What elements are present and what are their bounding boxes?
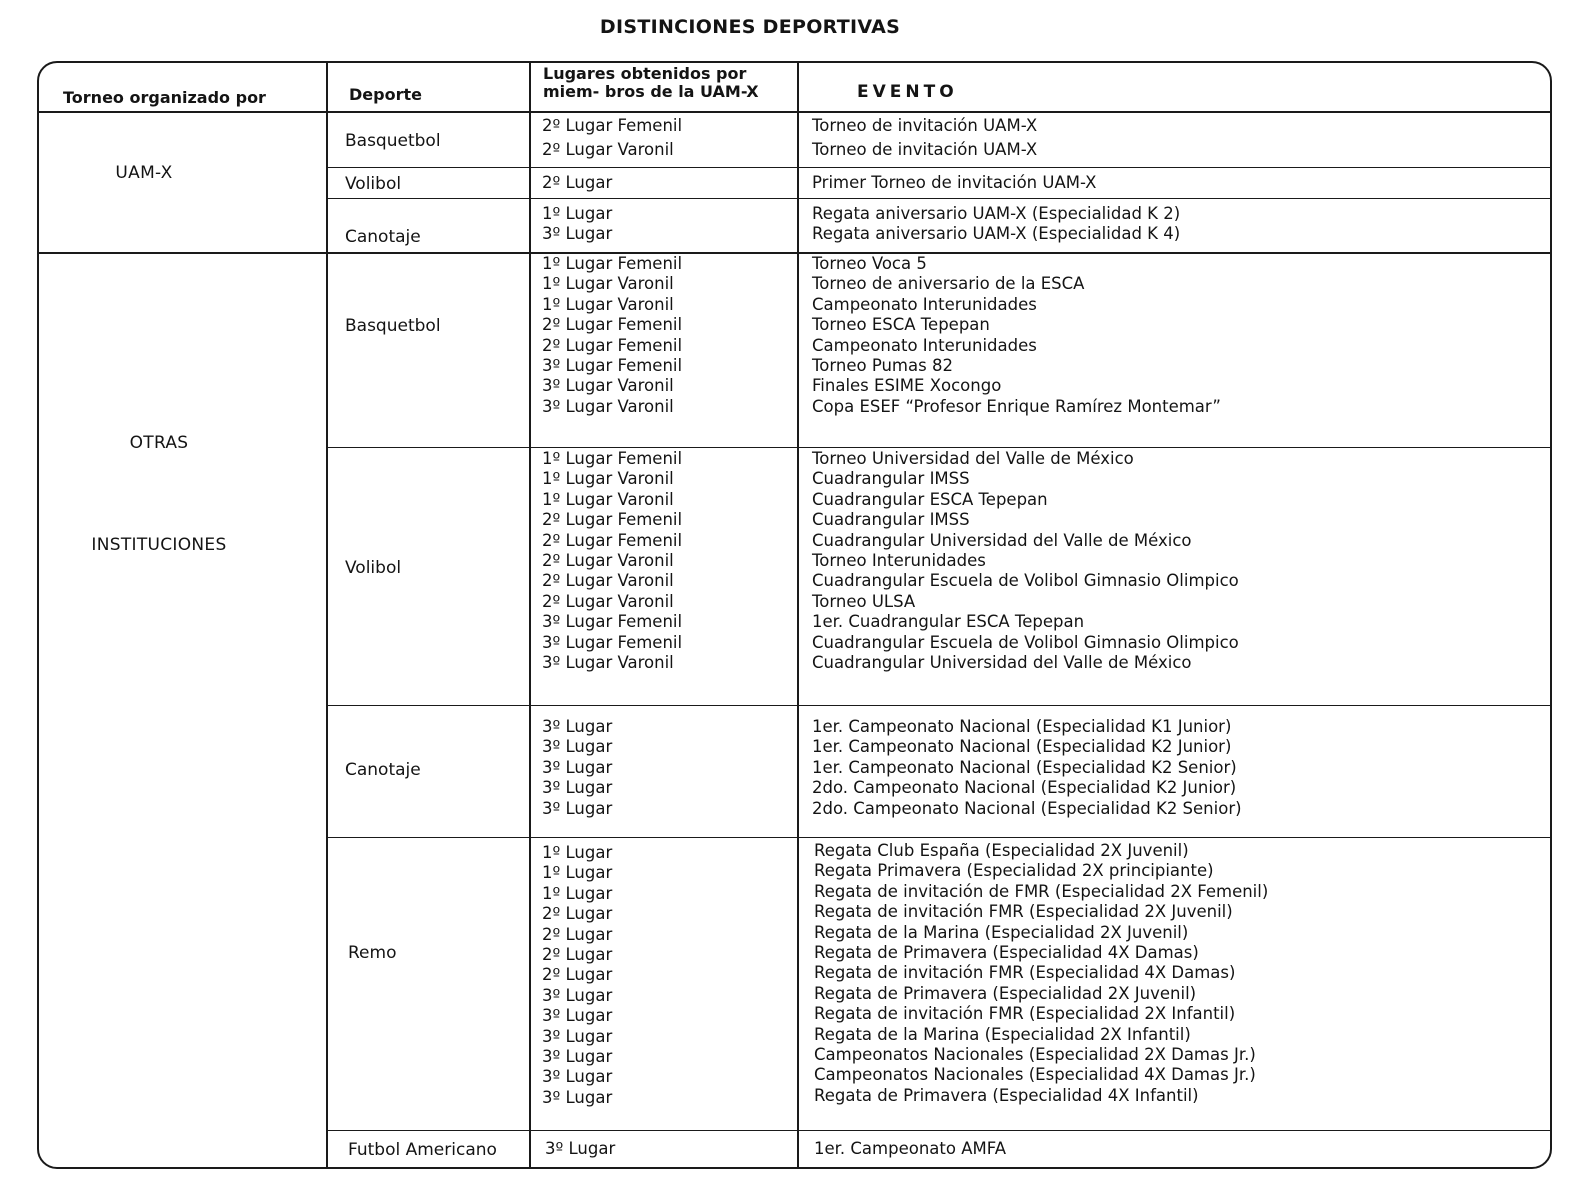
header-sport: Deporte — [349, 85, 422, 104]
place-cell: 3º Lugar — [542, 778, 613, 798]
event-cell: Regata aniversario UAM-X (Especialidad K 4) — [812, 224, 1181, 244]
event-cell: Regata de invitación FMR (Especialidad 4X Damas) — [814, 963, 1236, 983]
sport-label: Volibol — [345, 174, 402, 194]
event-cell: Torneo de invitación UAM-X — [812, 140, 1038, 159]
row-divider — [326, 167, 1550, 168]
event-cell: Regata de la Marina (Especialidad 2X Infantil) — [814, 1024, 1191, 1044]
event-cell: Campeonato Interunidades — [812, 335, 1037, 355]
place-cell: 3º Lugar — [542, 757, 613, 777]
event-cell: Campeonato Interunidades — [812, 294, 1037, 314]
event-cell: Regata de invitación de FMR (Especialidad 2X Femenil) — [814, 881, 1269, 901]
events-list — [814, 841, 1268, 1106]
place-cell: 1º Lugar — [542, 883, 613, 903]
events-list — [812, 171, 1096, 195]
place-cell: 3º Lugar — [542, 1046, 613, 1066]
event-cell: Regata de Primavera (Especialidad 4X Damas) — [814, 942, 1199, 962]
sport-label: Remo — [348, 943, 397, 963]
row-divider — [326, 1130, 1550, 1131]
place-cell: 3º Lugar Femenil — [542, 355, 683, 375]
places-list — [542, 204, 612, 245]
event-cell: Cuadrangular Universidad del Valle de México — [812, 530, 1192, 550]
events-list — [812, 717, 1242, 819]
place-cell: 2º Lugar — [542, 965, 613, 985]
place-cell: 1º Lugar — [542, 863, 613, 883]
events-list — [812, 114, 1037, 162]
event-cell: 1er. Campeonato AMFA — [814, 1139, 1006, 1158]
place-cell: 3º Lugar — [542, 985, 613, 1005]
place-cell: 1º Lugar — [542, 843, 613, 862]
place-cell: 2º Lugar Varonil — [542, 591, 674, 611]
place-cell: 3º Lugar — [542, 1067, 613, 1087]
event-cell: Regata de Primavera (Especialidad 4X Infantil) — [814, 1085, 1199, 1105]
event-cell: Regata Primavera (Especialidad 2X principiante) — [814, 861, 1214, 881]
places-list — [542, 114, 682, 162]
page-title: DISTINCIONES DEPORTIVAS — [599, 16, 901, 38]
event-cell: Torneo ESCA Tepepan — [812, 315, 990, 335]
place-cell: 3º Lugar — [542, 737, 613, 757]
event-cell: 1er. Campeonato Nacional (Especialidad K2 Junior) — [812, 737, 1232, 757]
place-cell: 1º Lugar — [542, 204, 613, 223]
place-cell: 3º Lugar Varonil — [542, 652, 674, 672]
sport-label: Basquetbol — [345, 131, 441, 151]
event-cell: 1er. Campeonato Nacional (Especialidad K2 Senior) — [812, 757, 1237, 777]
place-cell: 3º Lugar Femenil — [542, 612, 683, 632]
place-cell: 2º Lugar Femenil — [542, 530, 683, 550]
event-cell: Regata de invitación FMR (Especialidad 2X Infantil) — [814, 1004, 1236, 1024]
events-list — [812, 254, 1221, 417]
place-cell: 1º Lugar Femenil — [542, 449, 683, 468]
place-cell: 2º Lugar Femenil — [542, 510, 683, 530]
place-cell: 2º Lugar Femenil — [542, 116, 683, 135]
row-divider — [326, 198, 1550, 199]
header-organizer: Torneo organizado por — [63, 88, 266, 107]
event-cell: 1er. Cuadrangular ESCA Tepepan — [812, 612, 1085, 632]
organizer-instituciones: INSTITUCIONES — [91, 535, 227, 555]
organizer-uam-x: UAM-X — [115, 163, 173, 183]
event-cell: Torneo Universidad del Valle de México — [812, 449, 1134, 468]
place-cell: 2º Lugar — [542, 904, 613, 924]
row-divider — [326, 447, 1550, 448]
column-divider — [797, 63, 799, 1167]
places-list — [542, 717, 612, 819]
place-cell: 2º Lugar Varonil — [542, 550, 674, 570]
event-cell: Regata aniversario UAM-X (Especialidad K 2) — [812, 204, 1181, 223]
sport-label: Canotaje — [345, 760, 421, 780]
sport-label: Futbol Americano — [348, 1140, 497, 1160]
group-divider — [39, 252, 1550, 254]
event-cell: Regata de la Marina (Especialidad 2X Juvenil) — [814, 922, 1189, 942]
event-cell: 2do. Campeonato Nacional (Especialidad K2 Senior) — [812, 798, 1242, 818]
places-list — [545, 1137, 615, 1161]
organizer-otras: OTRAS — [129, 433, 189, 453]
row-divider — [326, 705, 1550, 706]
place-cell: 2º Lugar — [542, 924, 613, 944]
event-cell: Primer Torneo de invitación UAM-X — [812, 173, 1097, 192]
place-cell: 1º Lugar Femenil — [542, 254, 683, 273]
place-cell: 3º Lugar Femenil — [542, 632, 683, 652]
column-divider — [326, 63, 328, 1167]
place-cell: 3º Lugar Varonil — [542, 396, 674, 416]
place-cell: 1º Lugar Varonil — [542, 489, 674, 509]
place-cell: 3º Lugar — [542, 224, 613, 244]
place-cell: 3º Lugar — [542, 798, 613, 818]
places-list — [542, 843, 612, 1108]
event-cell: Copa ESEF “Profesor Enrique Ramírez Montemar” — [812, 396, 1221, 416]
event-cell: Cuadrangular ESCA Tepepan — [812, 489, 1048, 509]
place-cell: 3º Lugar Varonil — [542, 376, 674, 396]
event-cell: Cuadrangular IMSS — [812, 469, 970, 489]
place-cell: 2º Lugar Varonil — [542, 571, 674, 591]
place-cell: 1º Lugar Varonil — [542, 294, 674, 314]
place-cell: 3º Lugar — [545, 1139, 616, 1158]
column-divider — [529, 63, 531, 1167]
row-divider — [326, 837, 1550, 838]
header-event: EVENTO — [857, 82, 958, 102]
event-cell: Torneo de invitación UAM-X — [812, 116, 1038, 135]
place-cell: 3º Lugar — [542, 1026, 613, 1046]
place-cell: 1º Lugar Varonil — [542, 469, 674, 489]
sport-label: Basquetbol — [345, 316, 441, 336]
event-cell: 2do. Campeonato Nacional (Especialidad K2 Junior) — [812, 778, 1237, 798]
place-cell: 2º Lugar — [542, 944, 613, 964]
event-cell: Cuadrangular IMSS — [812, 510, 970, 530]
place-cell: 2º Lugar Varonil — [542, 140, 674, 159]
event-cell: Cuadrangular Universidad del Valle de México — [812, 652, 1192, 672]
place-cell: 3º Lugar — [542, 1006, 613, 1026]
places-list — [542, 254, 682, 417]
header-places: Lugares obtenidos por miem- bros de la UAM-X — [543, 64, 759, 101]
event-cell: Torneo ULSA — [812, 591, 916, 611]
event-cell: Torneo Interunidades — [812, 550, 986, 570]
place-cell: 2º Lugar — [542, 173, 613, 192]
event-cell: Torneo Pumas 82 — [812, 355, 953, 375]
event-cell: Cuadrangular Escuela de Volibol Gimnasio Olimpico — [812, 571, 1239, 591]
place-cell: 2º Lugar Femenil — [542, 335, 683, 355]
event-cell: Regata de invitación FMR (Especialidad 2X Juvenil) — [814, 902, 1233, 922]
event-cell: Campeonatos Nacionales (Especialidad 2X Damas Jr.) — [814, 1044, 1256, 1064]
place-cell: 1º Lugar Varonil — [542, 274, 674, 294]
sport-label: Volibol — [345, 558, 402, 578]
sport-label: Canotaje — [345, 227, 421, 247]
places-list — [542, 171, 612, 195]
place-cell: 3º Lugar — [542, 1087, 613, 1107]
event-cell: Regata Club España (Especialidad 2X Juvenil) — [814, 841, 1189, 860]
event-cell: Campeonatos Nacionales (Especialidad 4X Damas Jr.) — [814, 1065, 1256, 1085]
place-cell: 3º Lugar — [542, 717, 613, 736]
distinctions-table — [37, 61, 1552, 1169]
event-cell: Cuadrangular Escuela de Volibol Gimnasio Olimpico — [812, 632, 1239, 652]
event-cell: Torneo de aniversario de la ESCA — [812, 274, 1085, 294]
places-list — [542, 449, 682, 673]
header-divider — [39, 111, 1550, 113]
events-list — [814, 1137, 1006, 1161]
place-cell: 2º Lugar Femenil — [542, 315, 683, 335]
event-cell: Torneo Voca 5 — [812, 254, 927, 273]
event-cell: Finales ESIME Xocongo — [812, 376, 1002, 396]
event-cell: Regata de Primavera (Especialidad 2X Juvenil) — [814, 983, 1197, 1003]
events-list — [812, 449, 1239, 673]
events-list — [812, 204, 1180, 245]
event-cell: 1er. Campeonato Nacional (Especialidad K1 Junior) — [812, 717, 1232, 736]
